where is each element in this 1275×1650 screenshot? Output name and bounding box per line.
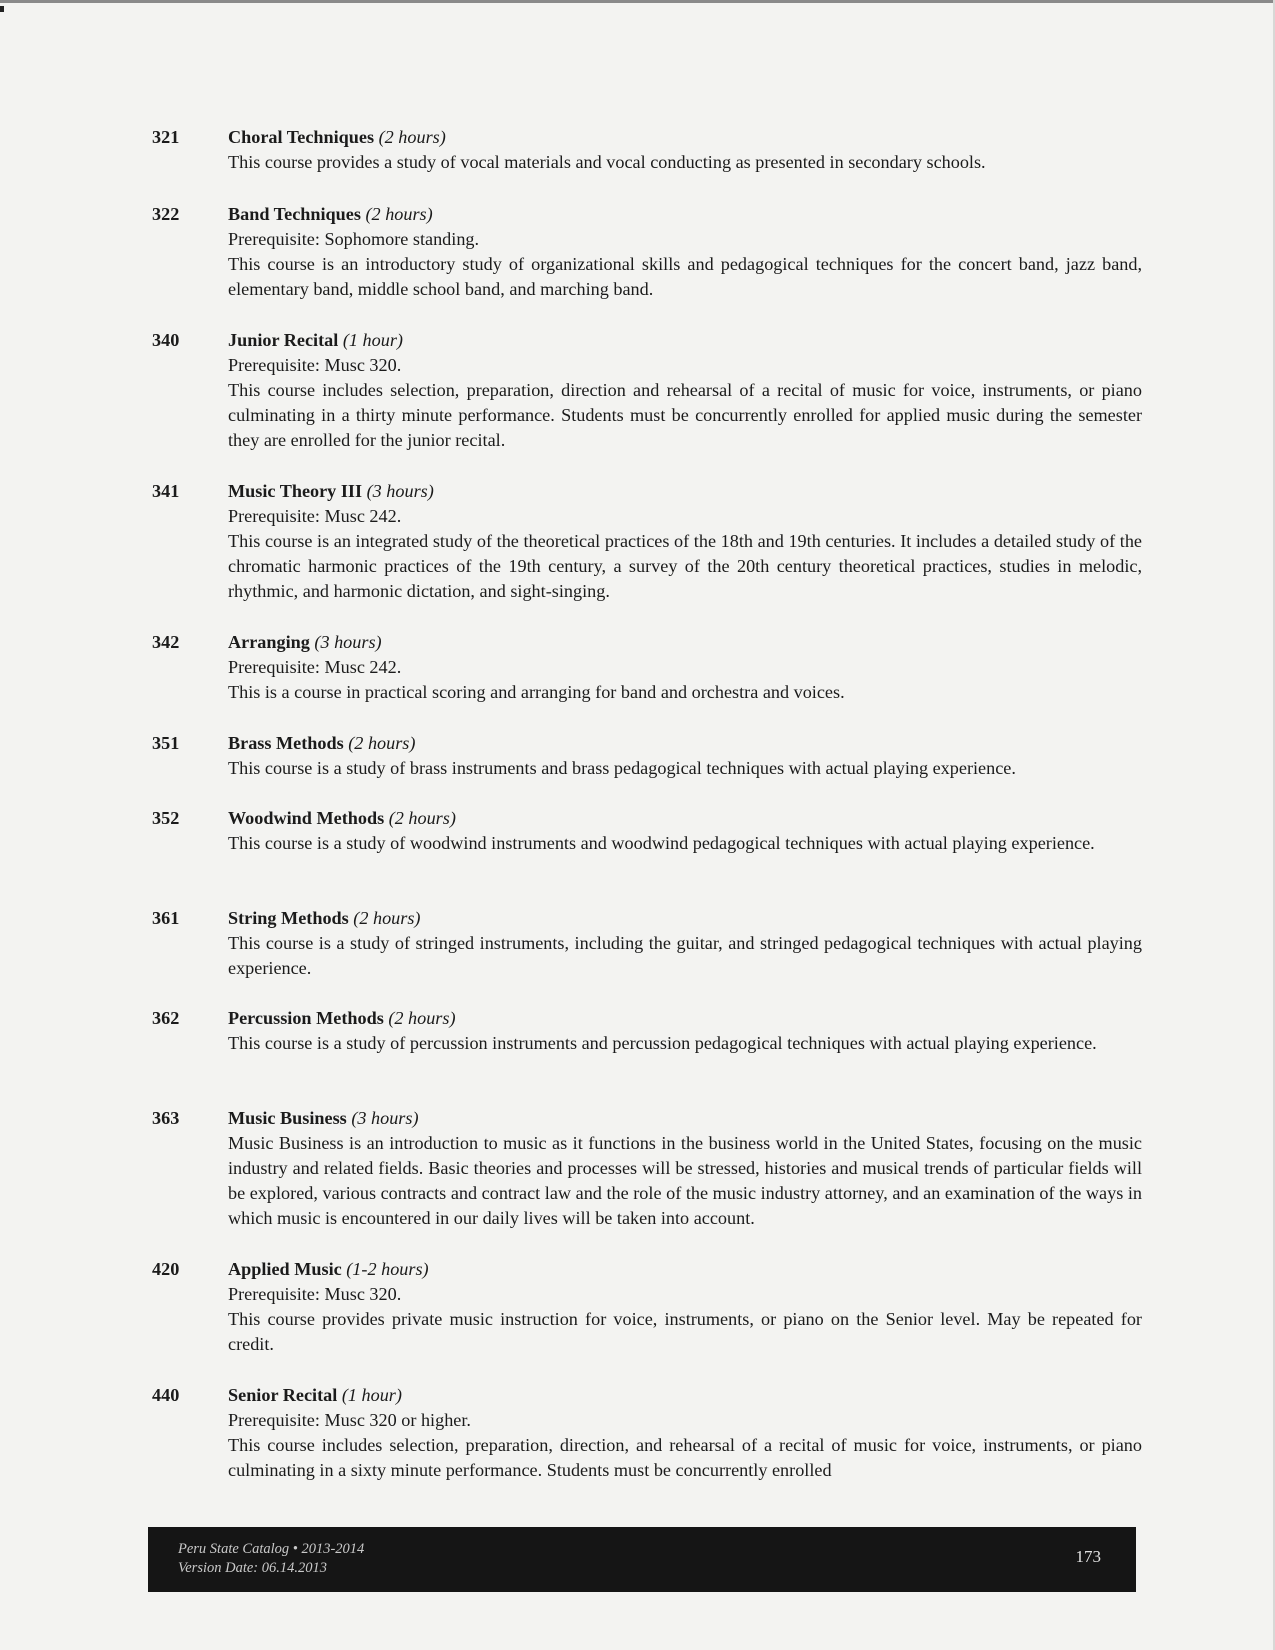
course-number: 340 xyxy=(152,330,180,350)
course-hours: (3 hours) xyxy=(314,632,382,652)
course-entry xyxy=(152,328,1142,453)
course-title-line xyxy=(228,1383,1142,1408)
course-number: 361 xyxy=(152,908,180,928)
course-hours: (2 hours) xyxy=(365,204,433,224)
course-name: Applied Music xyxy=(228,1259,342,1279)
course-prerequisite: Prerequisite: Musc 242. xyxy=(228,506,402,526)
course-entry xyxy=(152,1257,1142,1357)
course-number: 362 xyxy=(152,1008,180,1028)
course-name: Music Theory III xyxy=(228,481,363,501)
page-number: 173 xyxy=(1075,1547,1101,1566)
scan-edge-line xyxy=(0,0,1275,3)
page-footer xyxy=(148,1527,1136,1592)
course-title-line xyxy=(228,202,1142,227)
course-number: 342 xyxy=(152,632,180,652)
course-description: This course includes selection, preparation, direction and rehearsal of a recital of music for voice, instruments, or piano culminating in a thirty minute performance. Students must be concurrently enrolled for applied music during the semester they are enrolled for the junior recital. xyxy=(228,380,1142,450)
course-hours: (2 hours) xyxy=(388,808,456,828)
course-entry xyxy=(152,630,1142,705)
course-prerequisite: Prerequisite: Sophomore standing. xyxy=(228,229,480,249)
course-name: Junior Recital xyxy=(228,330,339,350)
course-title-line xyxy=(228,328,1142,353)
course-entry xyxy=(152,731,1142,781)
course-name: String Methods xyxy=(228,908,349,928)
course-description: This course is a study of brass instruments and brass pedagogical techniques with actual playing experience. xyxy=(228,758,1016,778)
course-prerequisite: Prerequisite: Musc 320 or higher. xyxy=(228,1410,471,1430)
course-hours: (1 hour) xyxy=(342,330,403,350)
course-number: 363 xyxy=(152,1108,180,1128)
footer-catalog-info xyxy=(178,1540,364,1578)
course-description: This course includes selection, preparation, direction, and rehearsal of a recital of music for voice, instruments, or piano culminating in a sixty minute performance. Students must be concurrently enrolled xyxy=(228,1435,1142,1480)
course-title-line xyxy=(228,1106,1142,1131)
scan-mark xyxy=(0,6,4,12)
course-name: Brass Methods xyxy=(228,733,344,753)
course-title-line xyxy=(228,125,1142,150)
course-entry xyxy=(152,1106,1142,1231)
course-prerequisite: Prerequisite: Musc 242. xyxy=(228,657,402,677)
course-entry xyxy=(152,1383,1142,1483)
course-entry xyxy=(152,806,1142,856)
course-hours: (1-2 hours) xyxy=(346,1259,429,1279)
course-hours: (2 hours) xyxy=(388,1008,456,1028)
course-name: Music Business xyxy=(228,1108,347,1128)
course-entry xyxy=(152,1006,1142,1056)
course-description: This course is an introductory study of organizational skills and pedagogical techniques for the concert band, jazz band, elementary band, middle school band, and marching band. xyxy=(228,254,1142,299)
course-prerequisite: Prerequisite: Musc 320. xyxy=(228,355,402,375)
course-description: This course is a study of woodwind instruments and woodwind pedagogical techniques with actual playing experience. xyxy=(228,833,1095,853)
course-name: Percussion Methods xyxy=(228,1008,384,1028)
catalog-title: Peru State Catalog • 2013-2014 xyxy=(178,1541,365,1557)
version-date: Version Date: 06.14.2013 xyxy=(178,1560,328,1576)
course-name: Band Techniques xyxy=(228,204,361,224)
course-number: 420 xyxy=(152,1259,180,1279)
course-title-line xyxy=(228,906,1142,931)
course-name: Senior Recital xyxy=(228,1385,338,1405)
course-description: This is a course in practical scoring and arranging for band and orchestra and voices. xyxy=(228,682,845,702)
course-hours: (3 hours) xyxy=(351,1108,419,1128)
course-entry xyxy=(152,202,1142,302)
course-hours: (2 hours) xyxy=(378,127,446,147)
course-title-line xyxy=(228,731,1142,756)
course-number: 341 xyxy=(152,481,180,501)
course-entry xyxy=(152,906,1142,981)
course-number: 322 xyxy=(152,204,180,224)
course-description: This course provides private music instruction for voice, instruments, or piano on the Senior level. May be repeated for credit. xyxy=(228,1309,1142,1354)
course-title-line xyxy=(228,1006,1142,1031)
course-title-line xyxy=(228,630,1142,655)
course-entry xyxy=(152,125,1142,175)
course-description: This course is an integrated study of the theoretical practices of the 18th and 19th centuries. It includes a detailed study of the chromatic harmonic practices of the 19th century, a survey of the 20th century theoretical practices, studies in melodic, rhythmic, and harmonic dictation, and sight-singing. xyxy=(228,531,1142,601)
course-hours: (3 hours) xyxy=(366,481,434,501)
course-name: Woodwind Methods xyxy=(228,808,385,828)
course-description: This course is a study of percussion instruments and percussion pedagogical techniques with actual playing experience. xyxy=(228,1033,1097,1053)
course-name: Arranging xyxy=(228,632,310,652)
course-title-line xyxy=(228,806,1142,831)
course-entry xyxy=(152,479,1142,604)
course-description: This course provides a study of vocal materials and vocal conducting as presented in secondary schools. xyxy=(228,152,986,172)
course-prerequisite: Prerequisite: Musc 320. xyxy=(228,1284,402,1304)
course-number: 352 xyxy=(152,808,180,828)
course-number: 351 xyxy=(152,733,180,753)
course-hours: (1 hour) xyxy=(341,1385,402,1405)
course-description: Music Business is an introduction to music as it functions in the business world in the United States, focusing on the music industry and related fields. Basic theories and processes will be stressed, histories and musical trends of particular fields will be explored, various contracts and contract law and the role of the music industry attorney, and an examination of the ways in which music is encountered in our daily lives will be taken into account. xyxy=(228,1133,1142,1228)
course-hours: (2 hours) xyxy=(348,733,416,753)
course-number: 321 xyxy=(152,127,180,147)
course-title-line xyxy=(228,479,1142,504)
course-description: This course is a study of stringed instruments, including the guitar, and stringed pedagogical techniques with actual playing experience. xyxy=(228,933,1142,978)
course-name: Choral Techniques xyxy=(228,127,375,147)
course-hours: (2 hours) xyxy=(353,908,421,928)
course-title-line xyxy=(228,1257,1142,1282)
course-number: 440 xyxy=(152,1385,180,1405)
